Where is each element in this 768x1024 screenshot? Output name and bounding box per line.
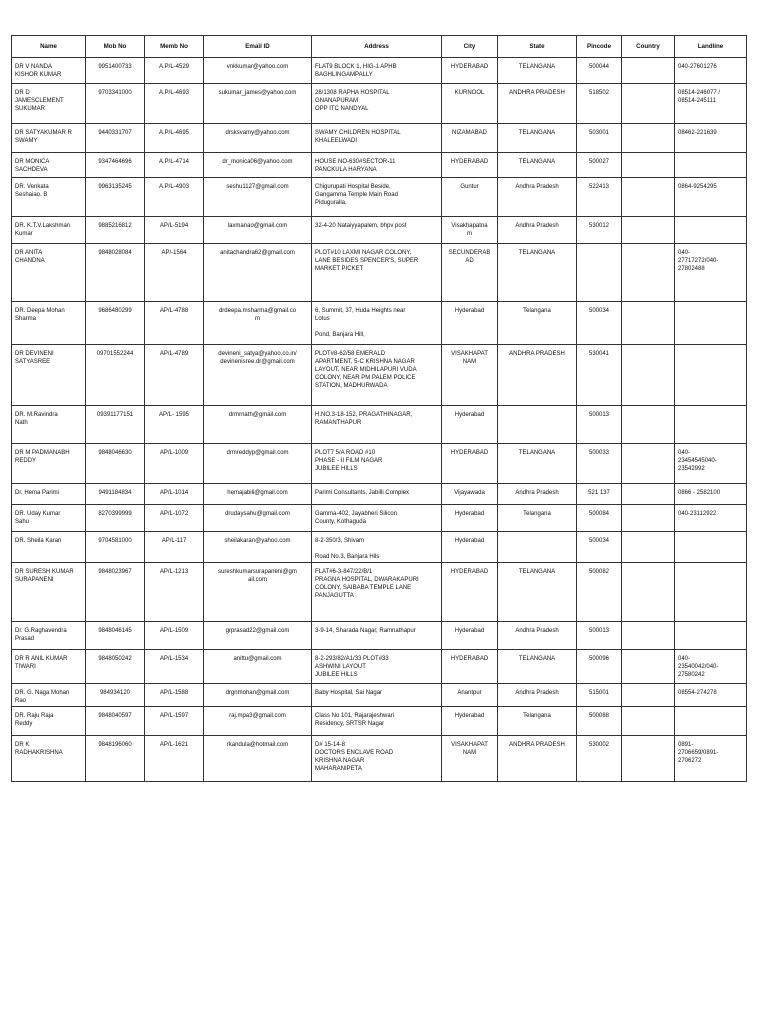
address-cell: D# 15-14-8 DOCTORS ENCLAVE ROAD KRISHNA NAGAR MAHARANIPETA bbox=[312, 736, 442, 782]
state-cell: ANDHRA PRADESH bbox=[498, 736, 577, 782]
table-row bbox=[12, 345, 747, 406]
mob-no-cell: 9848023967 bbox=[86, 563, 145, 622]
mob-no-cell: 8270399999 bbox=[86, 505, 145, 532]
country-cell bbox=[622, 58, 675, 84]
table-row bbox=[12, 563, 747, 622]
name-cell: DR. Venkata Seshaiao. B bbox=[12, 178, 86, 217]
table-row bbox=[12, 244, 747, 302]
email-cell: drudaysahu@gmail.com bbox=[204, 505, 312, 532]
memb-no-cell: AP/L-1509 bbox=[145, 622, 204, 650]
address-cell: PLOT#8-62/58 EMERALD APARTMENT, 5-C KRISHNA NAGAR LAYOUT, NEAR MIDHILAPURI VUDA COLONY, NEAR PM PALEM POLICE STATION, MADHURWADA bbox=[312, 345, 442, 406]
email-cell: rkandula@hotmail.com bbox=[204, 736, 312, 782]
header-pincode: Pincode bbox=[577, 36, 622, 58]
landline-cell bbox=[675, 622, 747, 650]
city-cell: Anantpur bbox=[442, 684, 498, 707]
pincode-cell: 500044 bbox=[577, 58, 622, 84]
city-cell: Visakhapatna m bbox=[442, 217, 498, 244]
country-cell bbox=[622, 505, 675, 532]
name-cell: DR K RADHAKRISHNA bbox=[12, 736, 86, 782]
state-cell: Andhra Pradesh bbox=[498, 178, 577, 217]
state-cell: Andhra Pradesh bbox=[498, 484, 577, 505]
table-row bbox=[12, 650, 747, 684]
header-address: Address bbox=[312, 36, 442, 58]
mob-no-cell: 9347464696 bbox=[86, 153, 145, 178]
pincode-cell: 500088 bbox=[577, 707, 622, 736]
memb-no-cell: AP/L-1534 bbox=[145, 650, 204, 684]
address-cell: FLAT#6-3-847/22/B/1 PRAGNA HOSPITAL, DWARAKAPURI COLONY, SAIBABA TEMPLE LANE PANJAGUTTA bbox=[312, 563, 442, 622]
city-cell: Hyderabad bbox=[442, 505, 498, 532]
memb-no-cell: AP/L-117 bbox=[145, 532, 204, 563]
state-cell: TELANGANA bbox=[498, 563, 577, 622]
city-cell: Vijayawada bbox=[442, 484, 498, 505]
table-row bbox=[12, 406, 747, 444]
member-directory-sheet bbox=[11, 35, 746, 782]
city-cell: Hyderabad bbox=[442, 707, 498, 736]
header-state: State bbox=[498, 36, 577, 58]
pincode-cell: 521 137 bbox=[577, 484, 622, 505]
address-cell: FLAT9 BLOCK 1, HIG-1 APHB BAGHLINGAMPALLY bbox=[312, 58, 442, 84]
mob-no-cell: 9848050242 bbox=[86, 650, 145, 684]
email-cell: anittu@gmail.com bbox=[204, 650, 312, 684]
pincode-cell: 515001 bbox=[577, 684, 622, 707]
address-cell: Baby Hospital, Sai Nagar bbox=[312, 684, 442, 707]
pincode-cell: 500027 bbox=[577, 153, 622, 178]
landline-cell: 040- 27717272/040- 27802488 bbox=[675, 244, 747, 302]
mob-no-cell: 9704581000 bbox=[86, 532, 145, 563]
memb-no-cell: AP/L-1588 bbox=[145, 684, 204, 707]
email-cell: raj.mpa3@gmail.com bbox=[204, 707, 312, 736]
header-name: Name bbox=[12, 36, 86, 58]
landline-cell bbox=[675, 217, 747, 244]
landline-cell: 040- 23540042/040- 27580242 bbox=[675, 650, 747, 684]
state-cell: Telangana bbox=[498, 707, 577, 736]
mob-no-cell: 9440331707 bbox=[86, 124, 145, 153]
state-cell: TELANGANA bbox=[498, 244, 577, 302]
email-cell: drmreddyp@gmail.com bbox=[204, 444, 312, 484]
table-row bbox=[12, 622, 747, 650]
table-row bbox=[12, 178, 747, 217]
header-memb-no: Memb No bbox=[145, 36, 204, 58]
pincode-cell: 500096 bbox=[577, 650, 622, 684]
name-cell: DR. Uday Kumar Sahu bbox=[12, 505, 86, 532]
address-cell: SWAMY CHILDREN HOSPITAL KHALEELWADI bbox=[312, 124, 442, 153]
country-cell bbox=[622, 406, 675, 444]
state-cell: Andhra Pradesh bbox=[498, 684, 577, 707]
country-cell bbox=[622, 244, 675, 302]
email-cell: laxmanao@gmail.com bbox=[204, 217, 312, 244]
address-cell: PLOT7 5/A ROAD #10 PHASE - II FILM NAGAR JUBILEE HILLS bbox=[312, 444, 442, 484]
landline-cell: 08514-246077 / 08514-245111 bbox=[675, 84, 747, 124]
table-row bbox=[12, 444, 747, 484]
header-row bbox=[12, 36, 747, 58]
email-cell: devineni_satya@yahoo.co.in/ devinenisree.dr@gmail.com bbox=[204, 345, 312, 406]
country-cell bbox=[622, 532, 675, 563]
country-cell bbox=[622, 736, 675, 782]
memb-no-cell: AP/L-1621 bbox=[145, 736, 204, 782]
country-cell bbox=[622, 650, 675, 684]
pincode-cell: 530002 bbox=[577, 736, 622, 782]
memb-no-cell: AP/L-1213 bbox=[145, 563, 204, 622]
country-cell bbox=[622, 124, 675, 153]
memb-no-cell: AP/-1564 bbox=[145, 244, 204, 302]
country-cell bbox=[622, 684, 675, 707]
landline-cell: 040- 23454545040- 23542992 bbox=[675, 444, 747, 484]
pincode-cell: 500034 bbox=[577, 532, 622, 563]
city-cell: Hyderabad bbox=[442, 622, 498, 650]
email-cell: hemajabili@gmail.com bbox=[204, 484, 312, 505]
memb-no-cell: AP/L-4789 bbox=[145, 345, 204, 406]
country-cell bbox=[622, 484, 675, 505]
mob-no-cell: 984934120 bbox=[86, 684, 145, 707]
name-cell: DR DEVINENI SATYASREE bbox=[12, 345, 86, 406]
address-cell: Parimi Consultants, Jabilli Complex bbox=[312, 484, 442, 505]
email-cell: dr_monica06@yahoo.com bbox=[204, 153, 312, 178]
address-cell: H.NO.3-18-152, PRAGATHINAGAR, RAMANTHAPUR bbox=[312, 406, 442, 444]
memb-no-cell: A.P/L-4529 bbox=[145, 58, 204, 84]
table-row bbox=[12, 217, 747, 244]
landline-cell: 0864-9254295 bbox=[675, 178, 747, 217]
name-cell: DR M PADMANABH REDDY bbox=[12, 444, 86, 484]
table-row bbox=[12, 84, 747, 124]
address-cell: Class No 101, Rajarajeshwari Residency, SRTSR Nagar bbox=[312, 707, 442, 736]
state-cell: TELANGANA bbox=[498, 58, 577, 84]
state-cell: TELANGANA bbox=[498, 650, 577, 684]
name-cell: DR. G. Naga Mohan Rao bbox=[12, 684, 86, 707]
table-row bbox=[12, 484, 747, 505]
name-cell: DR MONICA SACHDEVA bbox=[12, 153, 86, 178]
mob-no-cell: 9848028084 bbox=[86, 244, 145, 302]
table-row bbox=[12, 532, 747, 563]
landline-cell: 08462-221639 bbox=[675, 124, 747, 153]
table-row bbox=[12, 153, 747, 178]
city-cell: VISAKHAPAT NAM bbox=[442, 345, 498, 406]
city-cell: HYDERABAD bbox=[442, 153, 498, 178]
city-cell: Hyderabad bbox=[442, 302, 498, 345]
memb-no-cell: A.P/L-4693 bbox=[145, 84, 204, 124]
email-cell: drsksvamy@yahoo.com bbox=[204, 124, 312, 153]
state-cell: ANDHRA PRADESH bbox=[498, 84, 577, 124]
city-cell: HYDERABAD bbox=[442, 444, 498, 484]
address-cell: HOUSE NO-630#SECTOR-11 PANCKULA HARYANA bbox=[312, 153, 442, 178]
name-cell: Dr. G.Raghavendra Prasad bbox=[12, 622, 86, 650]
address-cell: 3-9-14, Sharada Nagar, Ramnathapur bbox=[312, 622, 442, 650]
state-cell bbox=[498, 406, 577, 444]
table-row bbox=[12, 302, 747, 345]
name-cell: DR. Deepa Mohan Sharma bbox=[12, 302, 86, 345]
address-cell: Gamma-402, Jayabheri Silicon County, Kothaguda bbox=[312, 505, 442, 532]
name-cell: DR. Sheila Karan bbox=[12, 532, 86, 563]
country-cell bbox=[622, 217, 675, 244]
state-cell: Telangana bbox=[498, 302, 577, 345]
pincode-cell bbox=[577, 244, 622, 302]
state-cell: TELANGANA bbox=[498, 444, 577, 484]
header-city: City bbox=[442, 36, 498, 58]
email-cell: drdeepa.msharma@gmail.co m bbox=[204, 302, 312, 345]
name-cell: DR D JAMESCLEMENT SUKUMAR bbox=[12, 84, 86, 124]
landline-cell bbox=[675, 532, 747, 563]
memb-no-cell: AP/L-5194 bbox=[145, 217, 204, 244]
pincode-cell: 500033 bbox=[577, 444, 622, 484]
table-row bbox=[12, 707, 747, 736]
address-cell: 32-4-20 Nataiyyapalem, bhpv post bbox=[312, 217, 442, 244]
mob-no-cell: 09701552244 bbox=[86, 345, 145, 406]
mob-no-cell: 9885216812 bbox=[86, 217, 145, 244]
email-cell: sureshkumarsurapaneni@gm ail.com bbox=[204, 563, 312, 622]
mob-no-cell: 9491184834 bbox=[86, 484, 145, 505]
state-cell: Telangana bbox=[498, 505, 577, 532]
landline-cell: 0891- 2706659/0891- 2706272 bbox=[675, 736, 747, 782]
pincode-cell: 530012 bbox=[577, 217, 622, 244]
city-cell: HYDERABAD bbox=[442, 58, 498, 84]
country-cell bbox=[622, 302, 675, 345]
city-cell: Hyderabad bbox=[442, 406, 498, 444]
country-cell bbox=[622, 345, 675, 406]
state-cell: TELANGANA bbox=[498, 153, 577, 178]
memb-no-cell: AP/L-1072 bbox=[145, 505, 204, 532]
memb-no-cell: AP/L- 1595 bbox=[145, 406, 204, 444]
email-cell: seshu1127@gmail.com bbox=[204, 178, 312, 217]
landline-cell: 040-23112922 bbox=[675, 505, 747, 532]
name-cell: DR SATYAKUMAR R SWAMY bbox=[12, 124, 86, 153]
email-cell: grprasad22@gmail.com bbox=[204, 622, 312, 650]
city-cell: VISAKHAPAT NAM bbox=[442, 736, 498, 782]
header-mob-no: Mob No bbox=[86, 36, 145, 58]
country-cell bbox=[622, 444, 675, 484]
landline-cell: 0866 - 2582100 bbox=[675, 484, 747, 505]
memb-no-cell: A.P/L-4695 bbox=[145, 124, 204, 153]
table-row bbox=[12, 736, 747, 782]
mob-no-cell: 09391177151 bbox=[86, 406, 145, 444]
name-cell: DR. M.Ravindra Nath bbox=[12, 406, 86, 444]
state-cell: Andhra Pradesh bbox=[498, 622, 577, 650]
address-cell: 6, Summit, 37, Huda Heights near Lotus Pond, Banjara Hill, bbox=[312, 302, 442, 345]
pincode-cell: 518502 bbox=[577, 84, 622, 124]
pincode-cell: 522413 bbox=[577, 178, 622, 217]
country-cell bbox=[622, 622, 675, 650]
landline-cell bbox=[675, 707, 747, 736]
memb-no-cell: AP/L-1597 bbox=[145, 707, 204, 736]
city-cell: HYDERABAD bbox=[442, 650, 498, 684]
city-cell: Guntur bbox=[442, 178, 498, 217]
name-cell: DR V NANDA KISHOR KUMAR bbox=[12, 58, 86, 84]
state-cell bbox=[498, 532, 577, 563]
landline-cell: 08554-274278 bbox=[675, 684, 747, 707]
address-cell: 26/1308 RAPHA HOSPITAL GNANAPURAM OPP ITC NANDYAL bbox=[312, 84, 442, 124]
city-cell: SECUNDERAB AD bbox=[442, 244, 498, 302]
address-cell: Chigurupati Hospital Beside, Gangamma Temple Main Road Piduguralla, bbox=[312, 178, 442, 217]
email-cell: vnkkumar@yahoo.com bbox=[204, 58, 312, 84]
mob-no-cell: 9848196060 bbox=[86, 736, 145, 782]
member-table bbox=[11, 35, 747, 782]
email-cell: sheilakaran@yahoo.com bbox=[204, 532, 312, 563]
name-cell: Dr. Hema Parimi bbox=[12, 484, 86, 505]
memb-no-cell: AP/L-1014 bbox=[145, 484, 204, 505]
memb-no-cell: AP/L-1009 bbox=[145, 444, 204, 484]
mob-no-cell: 9703341000 bbox=[86, 84, 145, 124]
landline-cell bbox=[675, 563, 747, 622]
city-cell: NIZAMABAD bbox=[442, 124, 498, 153]
name-cell: DR ANITA CHANDNA bbox=[12, 244, 86, 302]
name-cell: DR. Raju Raja Reddy bbox=[12, 707, 86, 736]
header-email-id: Email ID bbox=[204, 36, 312, 58]
pincode-cell: 500084 bbox=[577, 505, 622, 532]
landline-cell bbox=[675, 153, 747, 178]
email-cell: anitachandra62@gmail.com bbox=[204, 244, 312, 302]
pincode-cell: 503001 bbox=[577, 124, 622, 153]
country-cell bbox=[622, 153, 675, 178]
landline-cell bbox=[675, 406, 747, 444]
pincode-cell: 500034 bbox=[577, 302, 622, 345]
mob-no-cell: 9963135245 bbox=[86, 178, 145, 217]
table-row bbox=[12, 684, 747, 707]
city-cell: KURNOOL bbox=[442, 84, 498, 124]
memb-no-cell: AP/L-4788 bbox=[145, 302, 204, 345]
pincode-cell: 500013 bbox=[577, 622, 622, 650]
mob-no-cell: 9848046145 bbox=[86, 622, 145, 650]
memb-no-cell: A.P/L-4714 bbox=[145, 153, 204, 178]
table-row bbox=[12, 505, 747, 532]
country-cell bbox=[622, 707, 675, 736]
mob-no-cell: 9951400733 bbox=[86, 58, 145, 84]
email-cell: drmrnath@gmail.com bbox=[204, 406, 312, 444]
pincode-cell: 530041 bbox=[577, 345, 622, 406]
header-landline: Landline bbox=[675, 36, 747, 58]
address-cell: 8-2-350/3, Shivam Road No.3, Banjara Hils bbox=[312, 532, 442, 563]
address-cell: PLOT#10 LAXMI NAGAR COLONY, LANE BESIDES SPENCER'S, SUPER MARKET PICKET bbox=[312, 244, 442, 302]
state-cell: Andhra Pradesh bbox=[498, 217, 577, 244]
state-cell: TELANGANA bbox=[498, 124, 577, 153]
mob-no-cell: 9848040597 bbox=[86, 707, 145, 736]
country-cell bbox=[622, 178, 675, 217]
address-cell: 8-2-293/82/A1/33 PLOT#33 ASHWINI LAYOUT JUBILEE HILLS bbox=[312, 650, 442, 684]
name-cell: DR R ANIL KUMAR TIWARI bbox=[12, 650, 86, 684]
landline-cell bbox=[675, 345, 747, 406]
mob-no-cell: 9848046630 bbox=[86, 444, 145, 484]
city-cell: HYDERABAD bbox=[442, 563, 498, 622]
state-cell: ANDHRA PRADESH bbox=[498, 345, 577, 406]
city-cell: Hyderabad bbox=[442, 532, 498, 563]
table-row bbox=[12, 58, 747, 84]
pincode-cell: 500082 bbox=[577, 563, 622, 622]
pincode-cell: 500013 bbox=[577, 406, 622, 444]
mob-no-cell: 9686480299 bbox=[86, 302, 145, 345]
header-country: Country bbox=[622, 36, 675, 58]
landline-cell bbox=[675, 302, 747, 345]
email-cell: drgnmohan@gmail.com bbox=[204, 684, 312, 707]
country-cell bbox=[622, 84, 675, 124]
landline-cell: 040-27601276 bbox=[675, 58, 747, 84]
email-cell: sukumar_james@yahoo.com bbox=[204, 84, 312, 124]
table-row bbox=[12, 124, 747, 153]
name-cell: DR. K.T.V.Lakshman Kumar bbox=[12, 217, 86, 244]
country-cell bbox=[622, 563, 675, 622]
memb-no-cell: A.P/L-4903 bbox=[145, 178, 204, 217]
name-cell: DR SURESH KUMAR SURAPANENI bbox=[12, 563, 86, 622]
